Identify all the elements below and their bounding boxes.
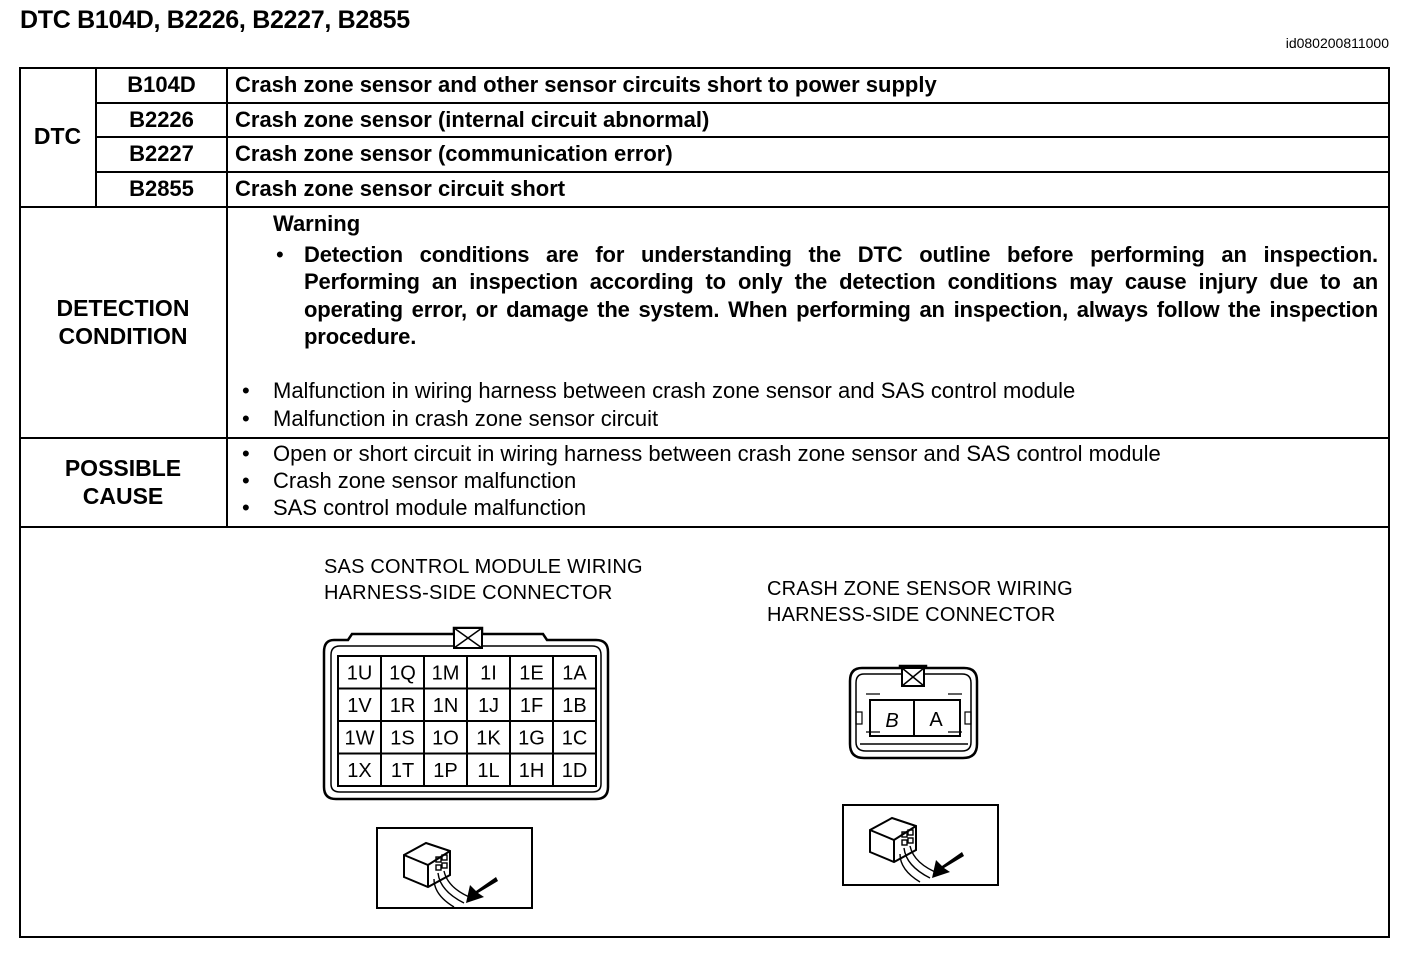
possible-cause-label (19, 454, 227, 510)
sas-pin-1N: 1N (432, 694, 459, 717)
sas-pin-1F: 1F (519, 694, 544, 717)
harness-side-view-icon (376, 827, 534, 910)
dtc-code: B2226 (129, 106, 194, 132)
sas-pin-1W: 1W (344, 727, 375, 750)
harness-side-view-icon (842, 804, 1000, 887)
bullet: • (242, 406, 250, 431)
crash-pin-B: B (885, 710, 899, 732)
dtc-code: B2855 (129, 176, 194, 201)
warning-text: Detection conditions are for understanding the DTC outline before performing an inspection. Performing an inspection according to only the detection conditions may cause injury due to an operating error, or damage the system. When performing an inspection, always follow the inspection procedure. (304, 242, 1378, 350)
sas-pin-1X: 1X (347, 759, 372, 782)
sas-connector-diagram (318, 622, 618, 807)
detection-condition-label (19, 294, 227, 350)
sas-pin-1R: 1R (389, 694, 416, 717)
detection-item (242, 406, 658, 432)
sas-pin-1O: 1O (432, 727, 459, 750)
bullet: • (242, 441, 250, 466)
sas-pin-1L: 1L (477, 759, 500, 782)
section-divider (19, 437, 1390, 439)
detection-label-line2: CONDITION (58, 323, 188, 349)
sas-pin-1C: 1C (561, 727, 588, 750)
detection-item (242, 378, 1075, 404)
sas-pin-1B: 1B (562, 694, 587, 717)
sas-pin-1J: 1J (477, 694, 500, 717)
sas-pin-1Q: 1Q (389, 662, 416, 685)
sas-pin-grid (338, 656, 596, 786)
dtc-description: Crash zone sensor circuit short (235, 176, 566, 201)
cause-item (242, 495, 586, 521)
sas-caption-line2: HARNESS-SIDE CONNECTOR (324, 582, 613, 604)
sas-pin-1T: 1T (390, 759, 415, 782)
section-divider (19, 206, 1390, 208)
sas-pin-1S: 1S (390, 727, 415, 750)
dtc-description: Crash zone sensor and other sensor circuits short to power supply (235, 72, 937, 97)
cause-item (242, 441, 1161, 467)
detection-item-text: Malfunction in wiring harness between crash zone sensor and SAS control module (273, 378, 1076, 403)
cause-item-text: Crash zone sensor malfunction (273, 468, 577, 493)
dtc-label: DTC (33, 123, 82, 149)
cause-item-text: SAS control module malfunction (273, 495, 587, 520)
bullet: • (242, 495, 250, 520)
cause-item (242, 468, 576, 494)
sas-connector-caption (324, 554, 643, 606)
sas-caption-line1: SAS CONTROL MODULE WIRING (324, 556, 643, 578)
bullet: • (242, 468, 250, 493)
crash-pin-A: A (929, 709, 943, 731)
document-id: id080200811000 (1285, 35, 1389, 51)
sas-pin-1M: 1M (431, 662, 460, 685)
sas-pin-1P: 1P (433, 759, 458, 782)
cause-item-text: Open or short circuit in wiring harness between crash zone sensor and SAS control module (273, 441, 1161, 466)
sas-pin-1H: 1H (518, 759, 545, 782)
warning-bullet: • (276, 242, 284, 267)
sas-pin-1G: 1G (518, 727, 545, 750)
dtc-code: B104D (127, 72, 196, 97)
sas-pin-1V: 1V (347, 694, 372, 717)
possible-label-line1: POSSIBLE (64, 455, 182, 481)
dtc-description: Crash zone sensor (internal circuit abnormal) (235, 106, 710, 132)
page-title: DTC B104D, B2226, B2227, B2855 (20, 6, 410, 34)
possible-label-line2: CAUSE (82, 483, 164, 509)
warning-title: Warning (273, 211, 361, 236)
locking-tab-icon (454, 628, 482, 648)
sas-pin-1E: 1E (519, 662, 544, 685)
locking-tab-icon (902, 668, 924, 686)
crash-caption-line2: HARNESS-SIDE CONNECTOR (767, 604, 1056, 626)
sas-pin-1I: 1I (480, 662, 497, 685)
section-divider (19, 526, 1390, 528)
dtc-description: Crash zone sensor (communication error) (235, 141, 673, 166)
detection-item-text: Malfunction in crash zone sensor circuit (273, 406, 659, 431)
sas-pin-1K: 1K (476, 727, 501, 750)
bullet: • (242, 378, 250, 403)
crash-connector-diagram (844, 662, 984, 766)
crash-connector-caption (767, 576, 1073, 628)
detection-label-line1: DETECTION (56, 295, 190, 321)
crash-caption-line1: CRASH ZONE SENSOR WIRING (767, 578, 1073, 600)
sas-pin-1U: 1U (346, 662, 373, 685)
sas-pin-1D: 1D (561, 759, 588, 782)
sas-pin-1A: 1A (562, 662, 587, 685)
dtc-code: B2227 (129, 141, 194, 166)
